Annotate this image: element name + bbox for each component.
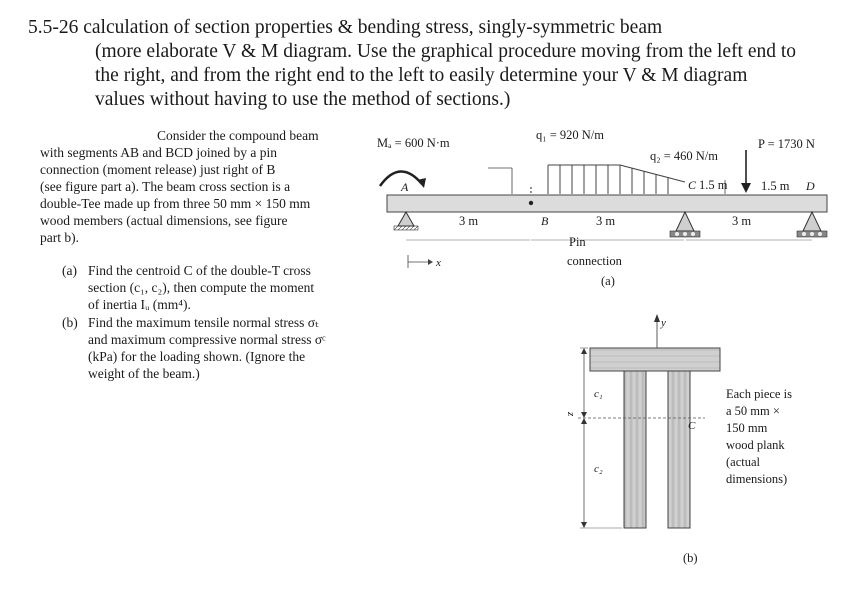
note-line4: wood plank — [726, 438, 785, 452]
point-d-label: D — [806, 179, 815, 193]
pin-dot — [529, 201, 533, 205]
c2-label: c₂ — [594, 463, 603, 475]
figure-a — [377, 128, 827, 288]
note-line2: a 50 mm × — [726, 404, 780, 418]
note-line3: 150 mm — [726, 421, 768, 435]
statement-line4: (see figure part a). The beam cross section is a — [40, 179, 291, 194]
dim-load-d: 1.5 m — [761, 179, 790, 193]
point-b-label: B — [541, 214, 549, 228]
figure-b-caption: (b) — [683, 551, 698, 565]
point-c-label: C — [688, 178, 697, 192]
part-b-line1: Find the maximum tensile normal stress σₜ — [88, 315, 319, 330]
part-a-line2: section (c₁, c₂), then compute the moment — [88, 280, 315, 295]
part-b-label: (b) — [62, 315, 78, 330]
part-a-label: (a) — [62, 263, 77, 278]
connection-label: connection — [567, 254, 622, 268]
support-c — [670, 212, 700, 237]
note-line5: (actual — [726, 455, 761, 469]
p-label: P = 1730 N — [758, 137, 815, 151]
part-b-line3: (kPa) for the loading shown. (Ignore the — [88, 349, 306, 364]
dim-ab: 3 m — [459, 214, 479, 228]
problem-header-line3: the right, and from the right end to the left to easily determine your V & M diagram — [95, 65, 748, 86]
part-a-line1: Find the centroid C of the double-T cross — [88, 263, 311, 278]
z-axis-label: z — [565, 412, 577, 417]
statement-line6: wood members (actual dimensions, see figure — [40, 213, 288, 228]
support-d — [797, 212, 827, 237]
part-b-line2: and maximum compressive normal stress σᶜ — [88, 332, 326, 347]
statement-line1: Consider the compound beam — [157, 128, 319, 143]
web-plank-right — [668, 371, 690, 528]
support-a — [398, 212, 414, 226]
q2-label: q₂ = 460 N/m — [650, 149, 719, 163]
web-plank-left — [624, 371, 646, 528]
statement-line7: part b). — [40, 230, 79, 245]
centroid-label: C — [688, 420, 696, 432]
dim-bc: 3 m — [596, 214, 616, 228]
distributed-load-q1 — [548, 165, 685, 194]
flange-plank — [590, 348, 720, 371]
part-b-line4: weight of the beam.) — [88, 366, 200, 381]
moment-label: Mₐ = 600 N·m — [377, 136, 450, 150]
pin-label: Pin — [569, 235, 586, 249]
dim-c-load: 1.5 m — [699, 178, 728, 192]
problem-header-line1: 5.5-26 calculation of section properties & bending stress, singly-symmetric beam — [28, 17, 663, 38]
note-line1: Each piece is — [726, 387, 792, 401]
figure-a-caption: (a) — [601, 274, 615, 288]
y-axis-label: y — [661, 317, 666, 329]
point-a-label: A — [401, 180, 409, 194]
note-line6: dimensions) — [726, 472, 788, 486]
dim-cd: 3 m — [732, 214, 752, 228]
figure-b — [565, 314, 792, 565]
q1-label: q₁ = 920 N/m — [536, 128, 605, 142]
statement-line2: with segments AB and BCD joined by a pin — [40, 145, 277, 160]
problem-header-line4: values without having to use the method of sections.) — [95, 89, 511, 110]
statement-line5: double-Tee made up from three 50 mm × 150 mm — [40, 196, 311, 211]
beam-body — [387, 195, 827, 212]
part-a-line3: of inertia Iᵤ (mm⁴). — [88, 297, 191, 312]
statement-line3: connection (moment release) just right of B — [40, 162, 276, 177]
c1-label: c₁ — [594, 388, 603, 400]
problem-header-line2: (more elaborate V & M diagram. Use the graphical procedure moving from the left end to — [95, 41, 797, 62]
x-axis-label: x — [436, 257, 441, 269]
